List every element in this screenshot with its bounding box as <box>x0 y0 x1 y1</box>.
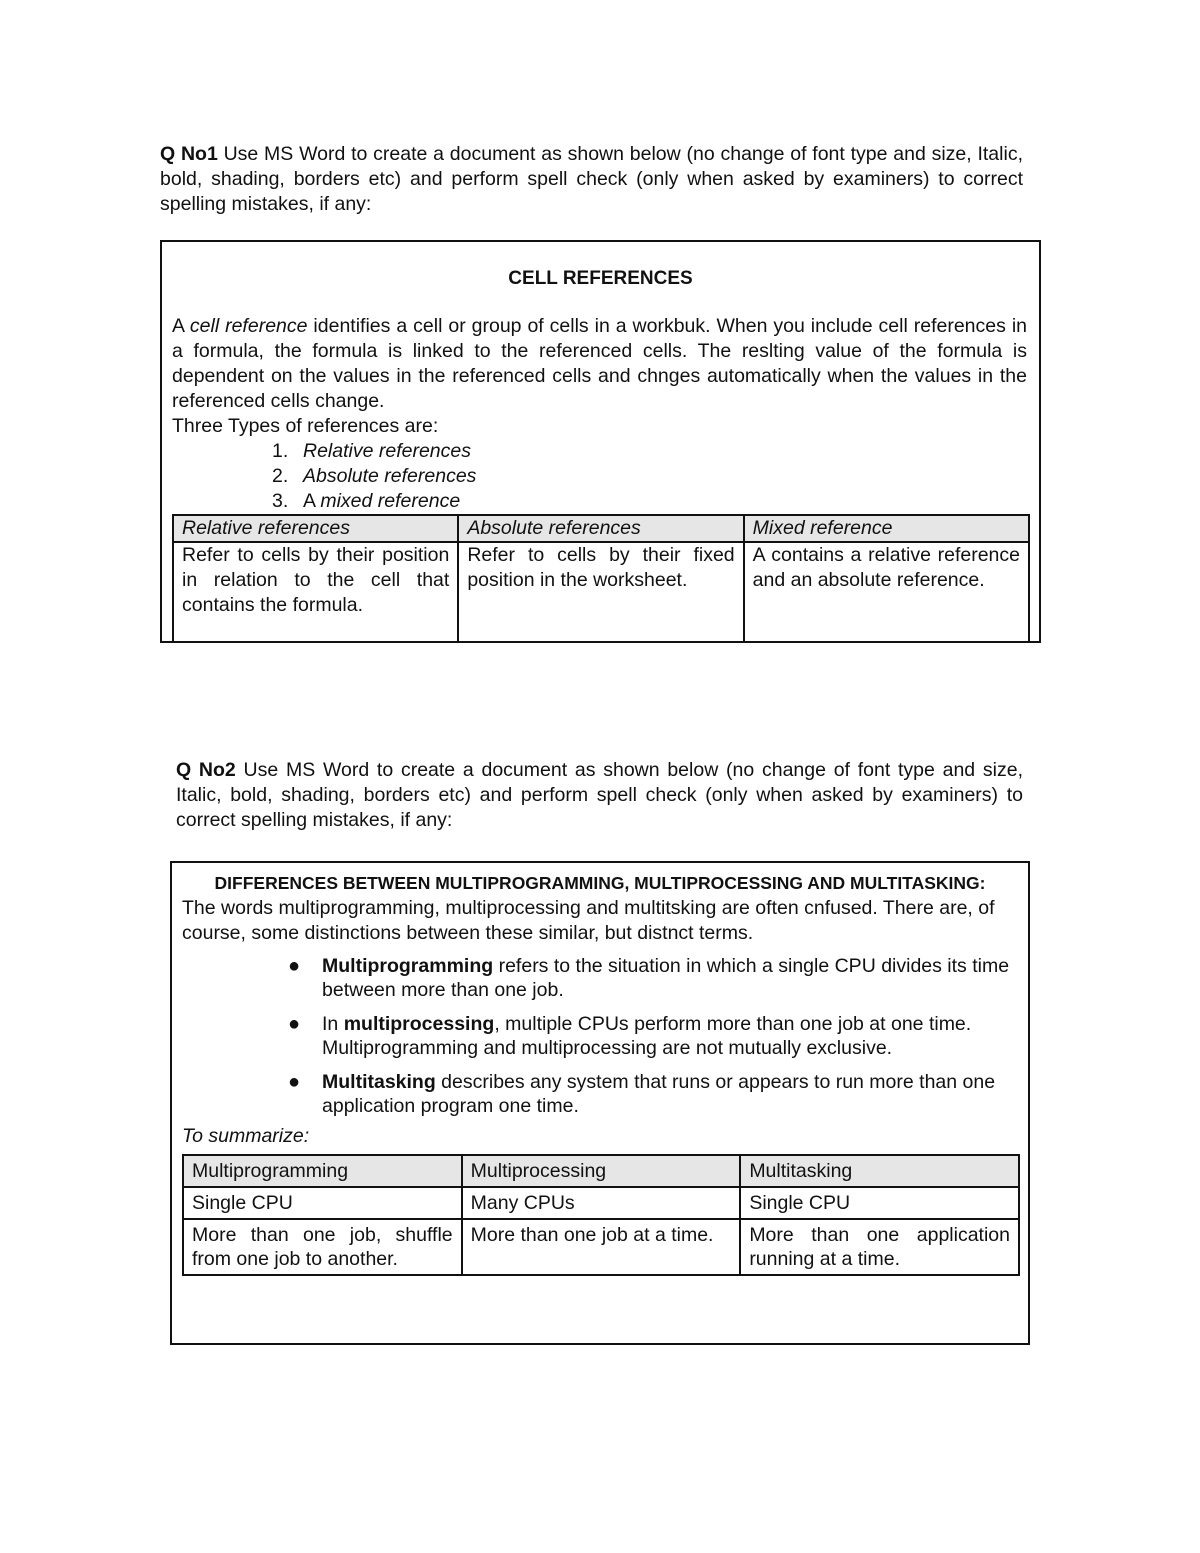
table-header-cell: Relative references <box>173 515 458 542</box>
cell-references-title: CELL REFERENCES <box>508 268 693 289</box>
table-row <box>183 1219 1019 1275</box>
table-header-row <box>173 515 1029 542</box>
summary-table <box>182 1154 1020 1276</box>
table-cell: Single CPU <box>183 1187 462 1219</box>
differences-list <box>172 954 1028 1118</box>
table-header-cell: Mixed reference <box>744 515 1029 542</box>
question-1-label: Q No1 <box>160 143 218 165</box>
list-item: ● Multitasking describes any system that runs or appears to run more than one application program one time. <box>288 1071 996 1117</box>
differences-box <box>170 861 1030 1345</box>
table-cell: Many CPUs <box>462 1187 741 1219</box>
list-item: ● Multiprogramming refers to the situation in which a single CPU divides its time between more than one job. <box>288 955 1010 1001</box>
table-row <box>173 542 1029 642</box>
differences-title: DIFFERENCES BETWEEN MULTIPROGRAMMING, MULTIPROCESSING AND MULTITASKING: <box>214 873 986 893</box>
table-cell: Refer to cells by their position in relation to the cell that contains the formula. <box>173 542 458 642</box>
list-item: 2. Absolute references <box>272 465 477 487</box>
table-cell: A contains a relative reference and an absolute reference. <box>744 542 1029 642</box>
differences-intro: The words multiprogramming, multiprocessing and multitsking are often cnfused. There are, of course, some distinctions between these similar, but distnct terms. <box>182 897 995 944</box>
cell-reference-paragraph: A cell reference identifies a cell or group of cells in a workbuk. When you include cell references in a formula, the formula is linked to the referenced cells. The reslting value of the formula is dependent on the values in the referenced cells and chnges automatically when the values in the referenced cells change. <box>172 315 1027 412</box>
table-header-row <box>183 1155 1019 1187</box>
table-cell: More than one job, shuffle from one job to another. <box>183 1219 462 1275</box>
question-1-instructions <box>160 142 1023 217</box>
question-1-text: Use MS Word to create a document as shown below (no change of font type and size, Italic, bold, shading, borders etc) and perform spell check (only when asked by examiners) to correct spelling mistakes, if any: <box>160 143 1023 215</box>
table-header-cell: Multitasking <box>740 1155 1019 1187</box>
list-item: 3. A mixed reference <box>272 490 461 512</box>
types-intro: Three Types of references are: <box>172 415 439 437</box>
table-row <box>183 1187 1019 1219</box>
question-2-label: Q No2 <box>176 759 236 781</box>
question-2-text: Use MS Word to create a document as shown below (no change of font type and size, Italic, bold, shading, borders etc) and perform spell check (only when asked by examiners) to correct spelling mistakes, if any: <box>176 759 1023 831</box>
cell-reference-term: cell reference <box>189 315 308 337</box>
reference-types-table <box>172 514 1030 643</box>
list-item: 1. Relative references <box>272 440 471 462</box>
list-item: ● In multiprocessing, multiple CPUs perform more than one job at one time. Multiprogramming and multiprocessing are not mutually exclusive. <box>288 1013 972 1059</box>
bullet-icon: ● <box>288 1071 301 1093</box>
table-cell: More than one job at a time. <box>462 1219 741 1275</box>
table-header-cell: Multiprogramming <box>183 1155 462 1187</box>
table-cell: More than one application running at a time. <box>740 1219 1019 1275</box>
table-header-cell: Multiprocessing <box>462 1155 741 1187</box>
bullet-icon: ● <box>288 1013 301 1035</box>
table-cell: Refer to cells by their fixed position in the worksheet. <box>458 542 743 642</box>
table-header-cell: Absolute references <box>458 515 743 542</box>
bullet-icon: ● <box>288 955 301 977</box>
reference-types-list <box>162 439 1039 514</box>
cell-references-box <box>160 240 1041 643</box>
summary-label: To summarize: <box>182 1125 310 1147</box>
question-2-instructions <box>176 758 1023 833</box>
table-cell: Single CPU <box>740 1187 1019 1219</box>
